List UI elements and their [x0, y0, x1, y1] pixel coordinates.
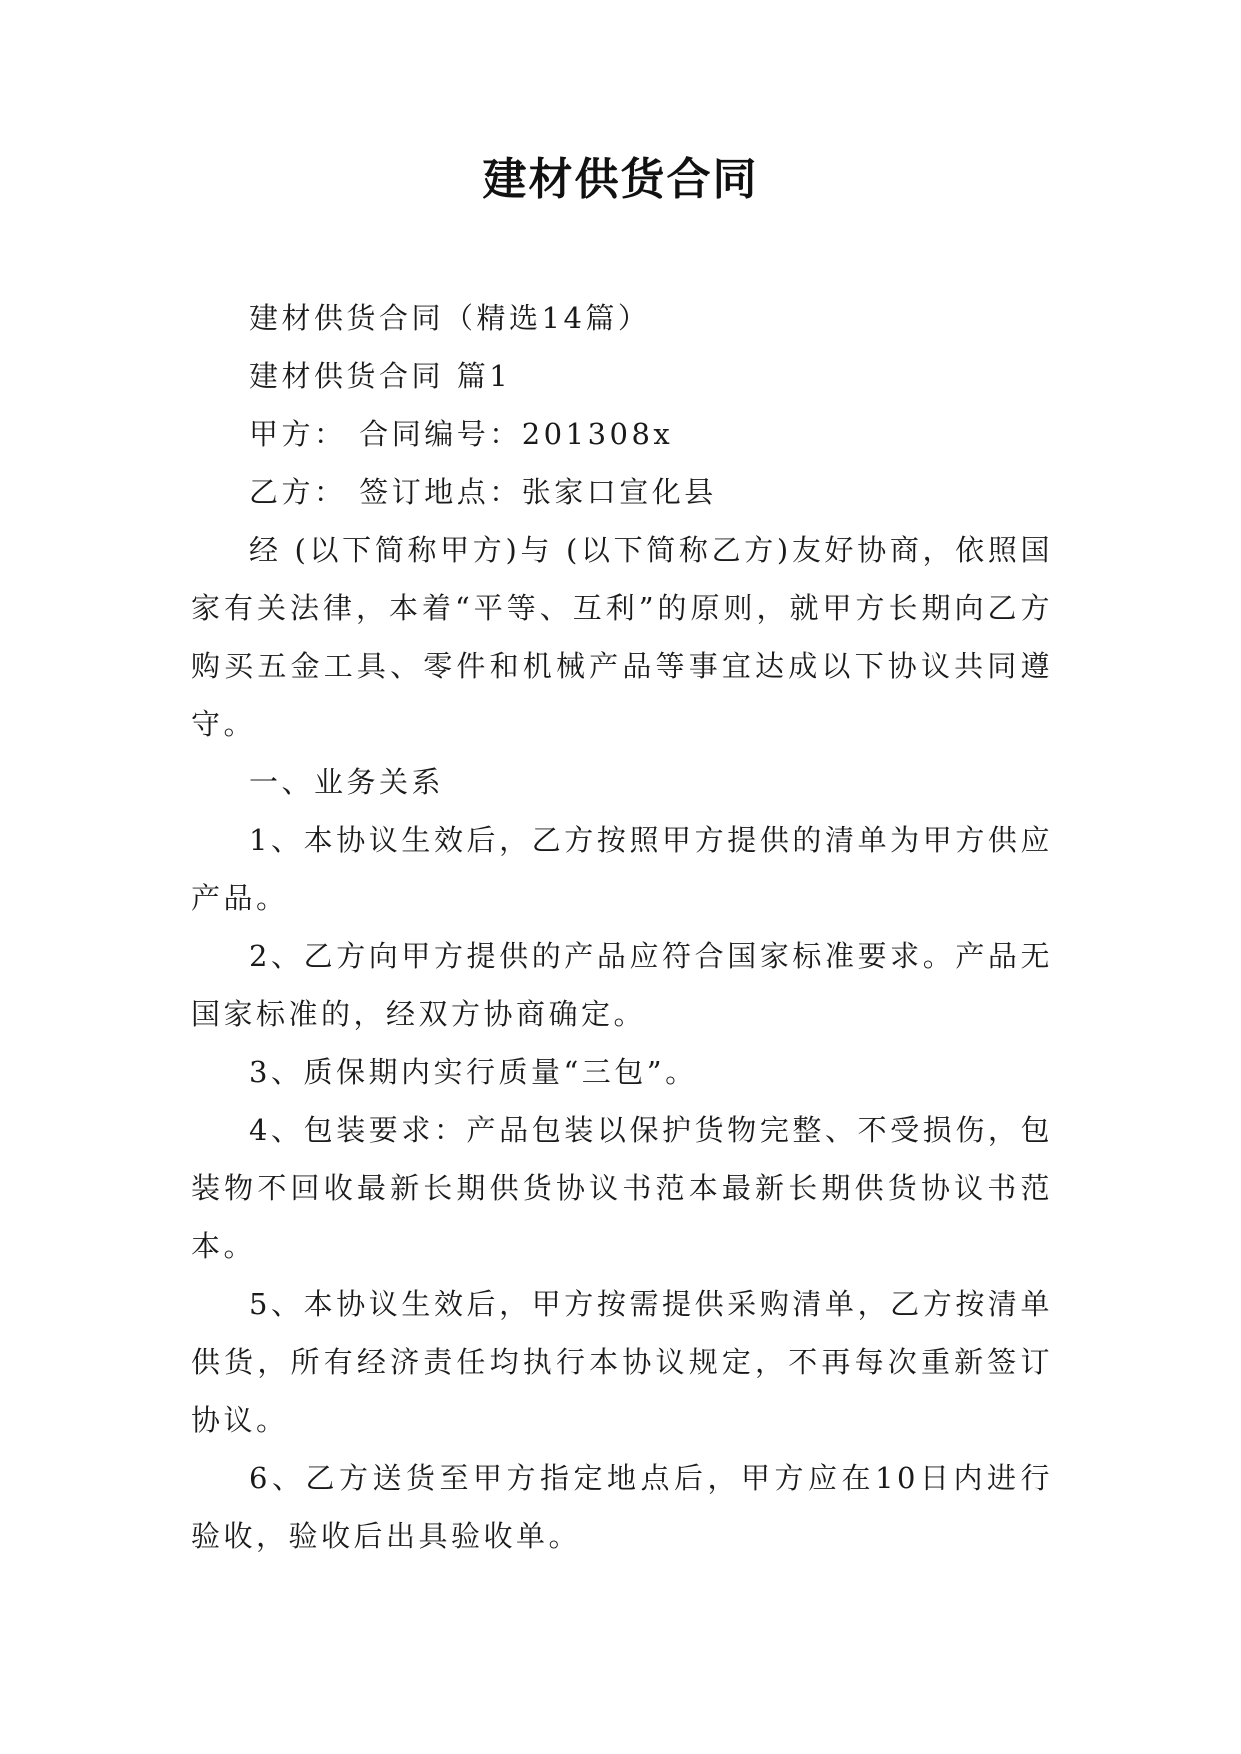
paragraph-clause-1: 1、本协议生效后，乙方按照甲方提供的清单为甲方供应产品。 — [191, 823, 1053, 915]
paragraph-section-heading: 建材供货合同 篇1 — [249, 359, 512, 393]
paragraph-party-b: 乙方： 签订地点：张家口宣化县 — [249, 475, 717, 509]
paragraph-party-a: 甲方： 合同编号：201308x — [249, 417, 674, 451]
paragraph-subtitle: 建材供货合同（精选14篇） — [249, 301, 651, 335]
paragraph-article-heading: 一、业务关系 — [249, 765, 445, 799]
paragraph-preamble: 经 (以下简称甲方)与 (以下简称乙方)友好协商，依照国家有关法律，本着“平等、互利”的原则，就甲方长期向乙方购买五金工具、零件和机械产品等事宜达成以下协议共同遵守。 — [191, 533, 1053, 741]
paragraph-clause-5: 5、本协议生效后，甲方按需提供采购清单，乙方按清单供货，所有经济责任均执行本协议规定，不再每次重新签订协议。 — [191, 1287, 1053, 1437]
paragraph-clause-4: 4、包装要求：产品包装以保护货物完整、不受损伤，包装物不回收最新长期供货协议书范本最新长期供货协议书范本。 — [191, 1113, 1053, 1263]
paragraph-clause-2: 2、乙方向甲方提供的产品应符合国家标准要求。产品无国家标准的，经双方协商确定。 — [191, 939, 1053, 1031]
paragraph-clause-6: 6、乙方送货至甲方指定地点后，甲方应在10日内进行验收，验收后出具验收单。 — [191, 1461, 1053, 1553]
document-body — [191, 289, 1053, 1565]
document-title: 建材供货合同 — [482, 154, 759, 205]
paragraph-clause-3: 3、质保期内实行质量“三包”。 — [249, 1055, 698, 1089]
